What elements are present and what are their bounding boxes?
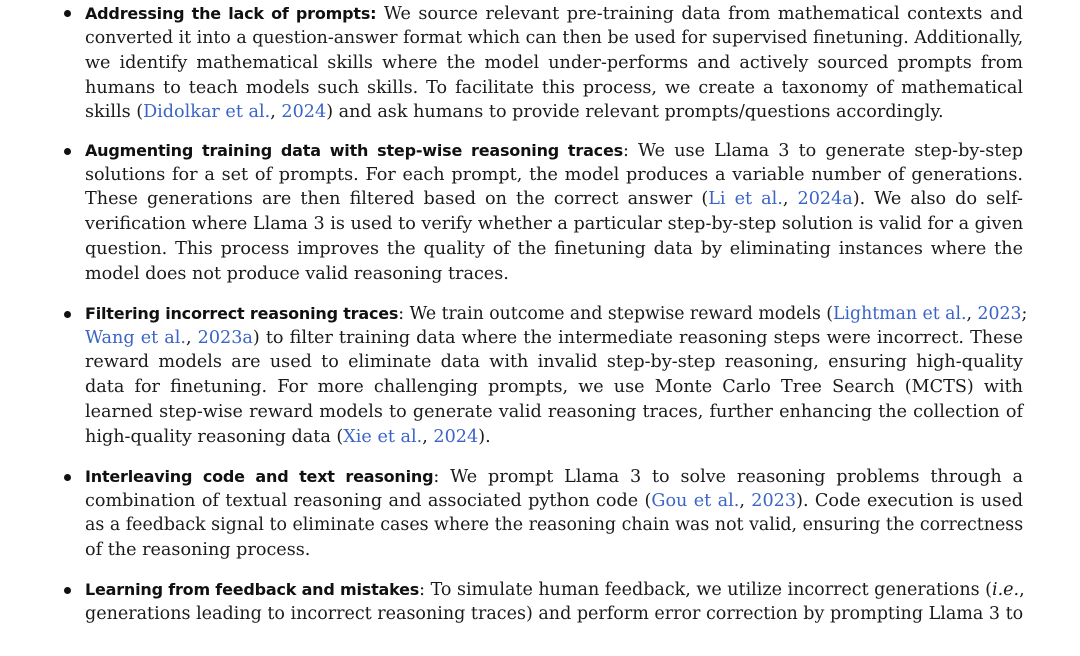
item-heading: Addressing the lack of prompts: xyxy=(85,4,377,23)
line-text: ) and ask humans to provide relevant prompts/questions accordingly. xyxy=(326,102,944,122)
line-text: , xyxy=(422,427,434,447)
line-text: : We use Llama 3 to generate step-by-step xyxy=(622,141,1023,161)
text-line xyxy=(85,187,1023,212)
item-heading: Interleaving code and text reasoning xyxy=(85,467,434,486)
bullet-marker xyxy=(64,10,71,17)
citation-year-link[interactable]: 2024 xyxy=(281,102,327,122)
citation-link[interactable]: Gou et al. xyxy=(651,491,740,511)
citation-link[interactable]: Wang et al. xyxy=(85,328,186,348)
line-text: combination of textual reasoning and associated python code ( xyxy=(85,491,652,511)
text-line xyxy=(85,163,1023,188)
line-text: ). We also do self- xyxy=(852,189,1023,209)
line-text: , xyxy=(1019,580,1025,600)
text-line xyxy=(85,100,1023,125)
line-text: : To simulate human feedback, we utilize incorrect generations ( xyxy=(419,580,992,600)
citation-year-link[interactable]: 2024 xyxy=(433,427,479,447)
line-text: model does not produce valid reasoning traces. xyxy=(85,264,509,284)
line-text: , xyxy=(185,328,198,348)
line-text: , xyxy=(739,491,752,511)
line-text: These generations are then filtered based on the correct answer ( xyxy=(85,189,709,209)
text-line xyxy=(85,489,1023,514)
line-text: question. This process improves the quality of the finetuning data by eliminating instances where the xyxy=(85,239,1023,259)
line-text: verification where Llama 3 is used to verify whether a particular step-by-step solution is valid for a given xyxy=(85,214,1024,234)
text-line xyxy=(85,51,1023,76)
text-line xyxy=(85,400,1023,425)
text-line xyxy=(85,464,1023,489)
item-heading: Learning from feedback and mistakes xyxy=(85,580,420,599)
bullet-marker xyxy=(64,474,71,481)
line-text: , xyxy=(270,102,282,122)
item-heading: Filtering incorrect reasoning traces xyxy=(85,304,399,323)
line-text: of the reasoning process. xyxy=(85,540,311,560)
line-text: learned step-wise reward models to generate valid reasoning traces, further enhancing the collection of xyxy=(85,402,1023,422)
line-text: high-quality reasoning data ( xyxy=(85,427,344,447)
line-text: humans to teach models such skills. To facilitate this process, we create a taxonomy of mathematical xyxy=(85,78,1023,98)
text-line xyxy=(85,262,1023,287)
line-text: solutions for a set of prompts. For each prompt, the model produces a variable number of generations. xyxy=(85,165,1023,185)
text-line xyxy=(85,375,1023,400)
citation-link[interactable]: Lightman et al. xyxy=(833,304,967,324)
line-text: reward models are used to eliminate data with invalid step-by-step reasoning, ensuring high-quality xyxy=(85,352,1023,372)
line-text: ; xyxy=(1021,304,1028,324)
citation-year-link[interactable]: 2023 xyxy=(751,491,797,511)
italic-abbreviation: i.e. xyxy=(991,580,1020,600)
line-text: skills ( xyxy=(85,102,144,122)
text-line xyxy=(85,26,1023,51)
line-text: : We prompt Llama 3 to solve reasoning problems through a xyxy=(433,467,1024,487)
line-text: ) to filter training data where the intermediate reasoning steps were incorrect. These xyxy=(252,328,1023,348)
text-line xyxy=(85,326,1023,351)
citation-link[interactable]: Xie et al. xyxy=(343,427,423,447)
line-text: ). xyxy=(478,427,491,447)
line-text: we identify mathematical skills where the model under-performs and actively sourced prompts from xyxy=(85,53,1023,73)
bullet-marker xyxy=(64,587,71,594)
text-line xyxy=(85,425,1023,450)
text-line xyxy=(85,237,1023,262)
text-line xyxy=(85,538,1023,563)
text-line xyxy=(85,76,1023,101)
line-text: ). Code execution is used xyxy=(796,491,1023,511)
text-line xyxy=(85,1,1023,26)
text-line xyxy=(85,602,1023,627)
citation-link[interactable]: Didolkar et al. xyxy=(143,102,271,122)
line-text: generations leading to incorrect reasoning traces) and perform error correction by prompting Llama 3 to xyxy=(85,604,1024,624)
text-line xyxy=(85,212,1023,237)
line-text: converted it into a question-answer format which can then be used for supervised finetuning. Additionally, xyxy=(85,28,1024,48)
bullet-marker xyxy=(64,311,71,318)
citation-link[interactable]: Li et al. xyxy=(708,189,783,209)
line-text: , xyxy=(966,304,978,324)
line-text: : We train outcome and stepwise reward models ( xyxy=(398,304,834,324)
citation-year-link[interactable]: 2024a xyxy=(797,189,853,209)
citation-year-link[interactable]: 2023 xyxy=(977,304,1022,324)
line-text: data for finetuning. For more challenging prompts, we use Monte Carlo Tree Search (MCTS) with xyxy=(85,377,1023,397)
text-line xyxy=(85,138,1023,163)
text-line xyxy=(85,301,1028,326)
text-line xyxy=(85,513,1023,538)
line-text: , xyxy=(782,189,798,209)
text-line xyxy=(85,577,1023,602)
bullet-marker xyxy=(64,148,71,155)
line-text: We source relevant pre-training data from mathematical contexts and xyxy=(383,4,1024,24)
text-line xyxy=(85,350,1023,375)
line-text: as a feedback signal to eliminate cases where the reasoning chain was not valid, ensuring the correctness xyxy=(85,515,1024,535)
citation-year-link[interactable]: 2023a xyxy=(197,328,253,348)
item-heading: Augmenting training data with step-wise reasoning traces xyxy=(85,141,623,160)
